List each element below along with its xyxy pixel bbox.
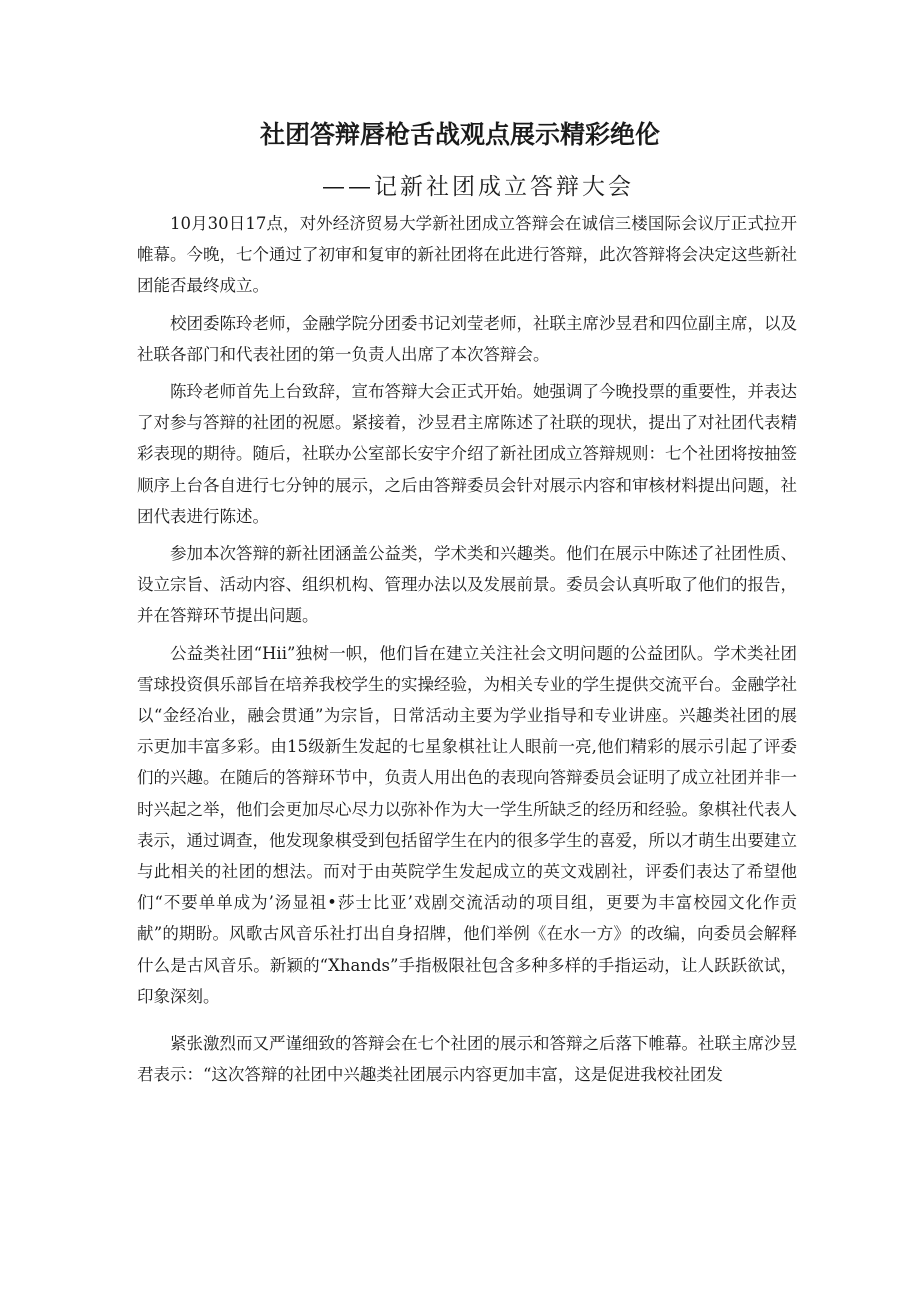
- paragraph: 10月30日17点，对外经济贸易大学新社团成立答辩会在诚信三楼国际会议厅正式拉开帷幕。今晚，七个通过了初审和复审的新社团将在此进行答辩，此次答辩将会决定这些新社团能否最终成立。: [137, 214, 797, 296]
- paragraph: 校团委陈玲老师，金融学院分团委书记刘莹老师，社联主席沙昱君和四位副主席，以及社联各部门和代表社团的第一负责人出席了本次答辩会。: [137, 313, 797, 364]
- paragraph: 陈玲老师首先上台致辞，宣布答辩大会正式开始。她强调了今晚投票的重要性，并表达了对参与答辩的社团的祝愿。紧接着，沙昱君主席陈述了社联的现状，提出了对社团代表精彩表现的期待。随后，社联办公室部长安宇介绍了新社团成立答辩规则：七个社团将按抽签顺序上台各自进行七分钟的展示，之后由答辩委员会针对展示内容和审核材料提出问题，社团代表进行陈述。: [137, 382, 797, 526]
- article-body: [137, 208, 797, 1090]
- article-title: 社团答辩唇枪舌战观点展示精彩绝伦: [259, 120, 660, 149]
- paragraph: 紧张激烈而又严谨细致的答辩会在七个社团的展示和答辩之后落下帷幕。社联主席沙昱君表示：“这次答辩的社团中兴趣类社团展示内容更加丰富，这是促进我校社团发: [137, 1034, 797, 1085]
- paragraph: 公益类社团“Hii”独树一帜，他们旨在建立关注社会文明问题的公益团队。学术类社团雪球投资俱乐部旨在培养我校学生的实操经验，为相关专业的学生提供交流平台。金融学社以“金经冶业，融会贯通”为宗旨，日常活动主要为学业指导和专业讲座。兴趣类社团的展示更加丰富多彩。由15级新生发起的七星象棋社让人眼前一亮,他们精彩的展示引起了评委们的兴趣。在随后的答辩环节中，负责人用出色的表现向答辩委员会证明了成立社团并非一时兴起之举，他们会更加尽心尽力以弥补作为大一学生所缺乏的经历和经验。象棋社代表人表示，通过调查，他发现象棋受到包括留学生在内的很多学生的喜爱，所以才萌生出要建立与此相关的社团的想法。而对于由英院学生发起成立的英文戏剧社，评委们表达了希望他们“不要单单成为’汤显祖•莎士比亚’戏剧交流活动的项目组，更要为丰富校园文化作贡献”的期盼。风歌古风音乐社打出自身招牌，他们举例《在水一方》的改编，向委员会解释什么是古风音乐。新颖的“Xhands”手指极限社包含多种多样的手指运动，让人跃跃欲试，印象深刻。: [137, 643, 797, 1006]
- paragraph: 参加本次答辩的新社团涵盖公益类，学术类和兴趣类。他们在展示中陈述了社团性质、设立宗旨、活动内容、组织机构、管理办法以及发展前景。委员会认真听取了他们的报告，并在答辩环节提出问题。: [137, 544, 797, 626]
- article-subtitle: ——记新社团成立答辩大会: [322, 174, 634, 200]
